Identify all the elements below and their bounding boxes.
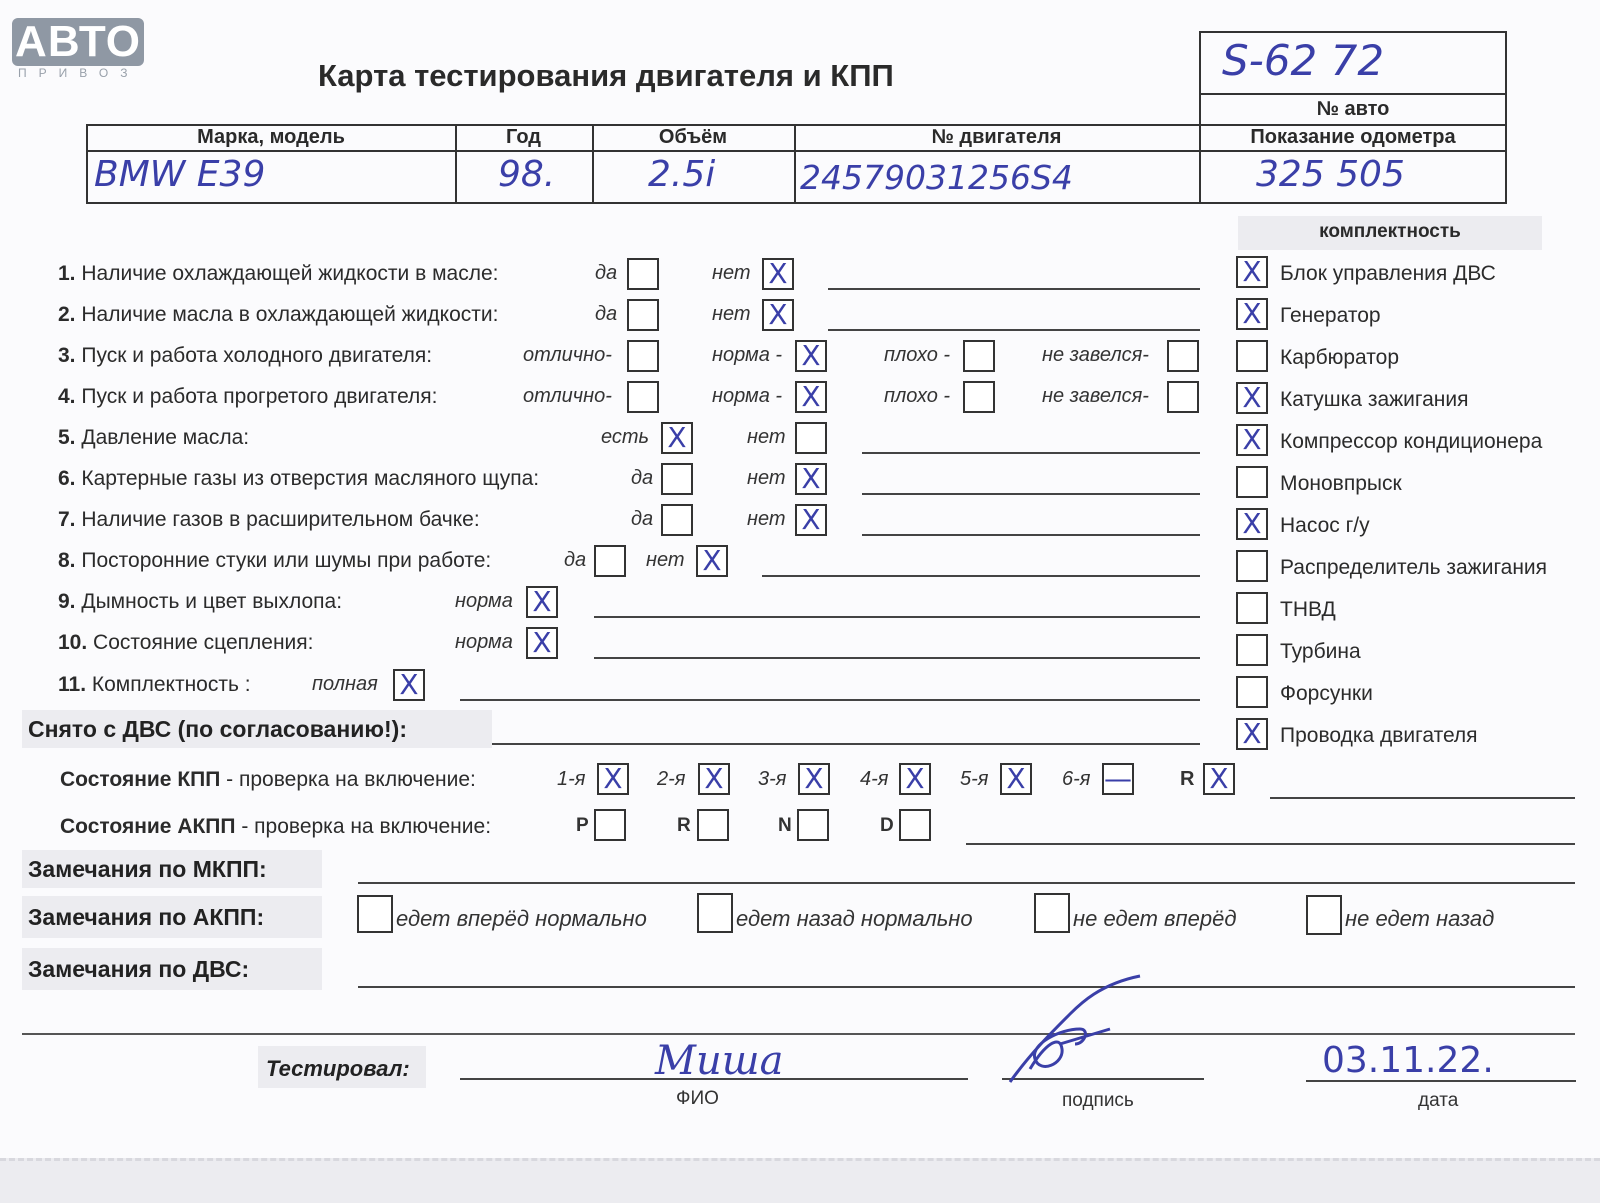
row-10-label: 10. Состояние сцепления: — [58, 631, 314, 654]
row-6-notes-line — [862, 493, 1200, 495]
row-5-label: 5. Давление масла: — [58, 426, 250, 449]
kpp-gear-6-checkbox[interactable]: — — [1104, 762, 1132, 795]
kit-ac-compressor-checkbox[interactable]: X — [1236, 424, 1268, 456]
notes-akpp-label: Замечания по АКПП: — [28, 904, 265, 930]
row-5-no-checkbox[interactable] — [795, 422, 827, 454]
kit-engine-wiring-label: Проводка двигателя — [1280, 724, 1478, 747]
value-volume: 2.5i — [648, 154, 716, 195]
header-odometer: Показание одометра — [1250, 126, 1456, 148]
row-3-normal-checkbox[interactable]: X — [795, 340, 827, 372]
row-4-bad-checkbox[interactable] — [963, 381, 995, 413]
kit-carburetor-checkbox[interactable] — [1236, 340, 1268, 372]
row-6-no-checkbox[interactable]: X — [795, 463, 827, 495]
torn-paper-edge — [0, 1158, 1600, 1203]
row-4-excellent-checkbox[interactable] — [627, 381, 659, 413]
header-engine-number: № двигателя — [931, 126, 1062, 148]
kit-turbine-label: Турбина — [1280, 640, 1361, 663]
value-brand-model: BMW E39 — [94, 154, 266, 195]
notes-mkpp-line — [358, 882, 1575, 884]
kit-distributor-checkbox[interactable] — [1236, 550, 1268, 582]
row-4-not-started-checkbox[interactable] — [1167, 381, 1199, 413]
kpp-gear-1-checkbox[interactable]: X — [597, 763, 629, 795]
row-1-label: 1. Наличие охлаждающей жидкости в масле: — [58, 262, 499, 285]
test-date: 03.11.22. — [1322, 1040, 1494, 1081]
kit-injectors-checkbox[interactable] — [1236, 676, 1268, 708]
kit-engine-wiring-checkbox[interactable]: X — [1236, 718, 1268, 750]
akpp-label: Состояние АКПП - проверка на включение: — [60, 815, 492, 838]
kit-mono-injection-label: Моновпрыск — [1280, 472, 1402, 495]
removed-label: Снято с ДВС (по согласованию!): — [28, 716, 407, 742]
akpp-reverse-ok-checkbox[interactable] — [697, 893, 733, 933]
kit-ecu-label: Блок управления ДВС — [1280, 262, 1496, 285]
row-10-normal-checkbox[interactable]: X — [526, 627, 558, 659]
kit-injectors-label: Форсунки — [1280, 682, 1373, 705]
row-7-no-checkbox[interactable]: X — [795, 504, 827, 536]
row-7-yes-checkbox[interactable] — [661, 504, 693, 536]
kpp-gear-4-checkbox[interactable]: X — [899, 763, 931, 795]
akpp-p-checkbox[interactable] — [594, 809, 626, 841]
kpp-gear-2-checkbox[interactable]: X — [698, 763, 730, 795]
kit-ignition-coil-label: Катушка зажигания — [1280, 388, 1469, 411]
row-8-no-checkbox[interactable]: X — [696, 545, 728, 577]
signature-image — [1000, 974, 1150, 1094]
value-year: 98. — [498, 154, 556, 195]
row-7-notes-line — [862, 534, 1200, 536]
row-11-label: 11. Комплектность : — [58, 673, 251, 696]
kit-distributor-label: Распределитель зажигания — [1280, 556, 1548, 579]
auto-number-value: S-62 72 — [1222, 36, 1385, 85]
tested-label: Тестировал: — [266, 1056, 410, 1081]
row-8-notes-line — [762, 575, 1200, 577]
tester-name: Миша — [655, 1038, 784, 1084]
row-10-notes-line — [594, 657, 1200, 659]
row-3-label: 3. Пуск и работа холодного двигателя: — [58, 344, 433, 367]
divider-line — [22, 1033, 1575, 1035]
page-title: Карта тестирования двигателя и КПП — [318, 58, 894, 93]
akpp-forward-ok-checkbox[interactable] — [357, 895, 393, 933]
kit-ecu-checkbox[interactable]: X — [1236, 256, 1268, 288]
value-odometer: 325 505 — [1256, 154, 1405, 195]
row-7-label: 7. Наличие газов в расширительном бачке: — [58, 508, 480, 531]
row-3-not-started-checkbox[interactable] — [1167, 340, 1199, 372]
kit-power-steering-pump-checkbox[interactable]: X — [1236, 508, 1268, 540]
fio-caption: ФИО — [676, 1088, 719, 1109]
row-11-full-checkbox[interactable]: X — [393, 669, 425, 701]
notes-dvs-label: Замечания по ДВС: — [28, 956, 250, 982]
kpp-gear-3-checkbox[interactable]: X — [798, 763, 830, 795]
kit-generator-label: Генератор — [1280, 304, 1381, 327]
header-volume: Объём — [658, 126, 728, 148]
row-8-yes-checkbox[interactable] — [594, 545, 626, 577]
kit-ignition-coil-checkbox[interactable]: X — [1236, 382, 1268, 414]
row-9-notes-line — [594, 616, 1200, 618]
row-1-yes-checkbox[interactable] — [627, 258, 659, 290]
kpp-label: Состояние КПП - проверка на включение: — [60, 768, 476, 791]
kpp-gear-r-checkbox[interactable]: X — [1203, 763, 1235, 795]
akpp-no-forward-checkbox[interactable] — [1034, 893, 1070, 933]
row-9-label: 9. Дымность и цвет выхлопа: — [58, 590, 343, 613]
date-caption: дата — [1418, 1090, 1459, 1111]
akpp-no-reverse-checkbox[interactable] — [1306, 895, 1342, 935]
akpp-d-checkbox[interactable] — [899, 809, 931, 841]
auto-number-label: № авто — [1316, 98, 1390, 120]
row-5-yes-checkbox[interactable]: X — [661, 422, 693, 454]
notes-mkpp-label: Замечания по МКПП: — [28, 856, 267, 882]
kpp-gear-5-checkbox[interactable]: X — [1000, 763, 1032, 795]
row-9-normal-checkbox[interactable]: X — [526, 586, 558, 618]
row-2-notes-line — [828, 329, 1200, 331]
kit-power-steering-pump-label: Насос г/у — [1280, 514, 1370, 537]
kit-turbine-checkbox[interactable] — [1236, 634, 1268, 666]
logo-subtitle: ПРИВОЗ — [18, 66, 140, 80]
avto-privoz-logo: АВТО — [12, 18, 144, 66]
kit-ac-compressor-label: Компрессор кондиционера — [1280, 430, 1543, 453]
kpp-notes-line — [1270, 797, 1575, 799]
kit-generator-checkbox[interactable]: X — [1236, 298, 1268, 330]
kit-injection-pump-checkbox[interactable] — [1236, 592, 1268, 624]
row-6-label: 6. Картерные газы из отверстия масляного щупа: — [58, 467, 540, 490]
kit-header: комплектность — [1319, 221, 1461, 242]
row-11-notes-line — [460, 699, 1200, 701]
header-brand-model: Марка, модель — [197, 126, 345, 148]
row-3-bad-checkbox[interactable] — [963, 340, 995, 372]
row-2-label: 2. Наличие масла в охлаждающей жидкости: — [58, 303, 499, 326]
row-2-no-checkbox[interactable]: X — [762, 299, 794, 331]
row-3-excellent-checkbox[interactable] — [627, 340, 659, 372]
akpp-n-checkbox[interactable] — [797, 809, 829, 841]
row-4-normal-checkbox[interactable]: X — [795, 381, 827, 413]
akpp-r-checkbox[interactable] — [697, 809, 729, 841]
kit-injection-pump-label: ТНВД — [1280, 598, 1336, 621]
kit-carburetor-label: Карбюратор — [1280, 346, 1400, 369]
row-8-label: 8. Посторонние стуки или шумы при работе: — [58, 549, 492, 572]
row-5-notes-line — [862, 452, 1200, 454]
test-card-sheet: АВТО ПРИВОЗ Карта тестирования двигателя и КПП S-62 72 № авто Марка, модель Год Объём № двигателя Показание одометра BMW E39 98. 2.5i 24579031256S4 325 505 комплектность 1. Наличие охлаждающей жидкости в масле: да нет X 2. Наличие масла в охлаждающей жидкости: да нет X 3. Пуск и работа холодного двигателя: отлично- норма - X плохо - не завелся- 4. Пуск и работа прогретого двигателя: отлично- норма - X плохо - не завелся- 5. Давление масла: есть X нет 6. Картерные газы из отверстия масляного щупа: да нет X 7. Наличие газов в расширительном бачке: да нет X 8. Посторонние стуки или шумы при работе: да нет X 9. Дымность и цвет выхлопа: норма X 10. Состояние сцепления: норма X 11. Комплектность : полная X Снято с ДВС (по согласованию!): X Блок управления ДВС X Генератор Карбюратор X Катушка зажигания X Компрессор кондиционера Моновпрыск X Насос г/у Распределитель зажигания ТНВД Турбина Форсунки X Проводка двигателя Состояние КПП - проверка на включение: 1-я X 2-я X 3-я X 4-я X 5-я X 6-я — R X Состояние АКПП - проверка на включение: P R N D Замечания по МКПП: Замечания по АКПП: едет вперёд нормально едет назад нормально не едет вперёд не едет назад Замечания по ДВС: Тестировал: Миша ФИО подпись 03.11.22. дата — [0, 0, 1600, 1164]
row-6-yes-checkbox[interactable] — [661, 463, 693, 495]
removed-notes-line — [492, 743, 1200, 745]
row-1-no-checkbox[interactable]: X — [762, 258, 794, 290]
row-2-yes-checkbox[interactable] — [627, 299, 659, 331]
row-4-label: 4. Пуск и работа прогретого двигателя: — [58, 385, 438, 408]
kit-mono-injection-checkbox[interactable] — [1236, 466, 1268, 498]
value-engine-number: 24579031256S4 — [800, 158, 1073, 197]
notes-dvs-line — [358, 986, 1575, 988]
row-1-notes-line — [828, 288, 1200, 290]
signature-caption: подпись — [1062, 1090, 1134, 1111]
akpp-notes-line — [966, 843, 1575, 845]
header-year: Год — [506, 126, 541, 148]
